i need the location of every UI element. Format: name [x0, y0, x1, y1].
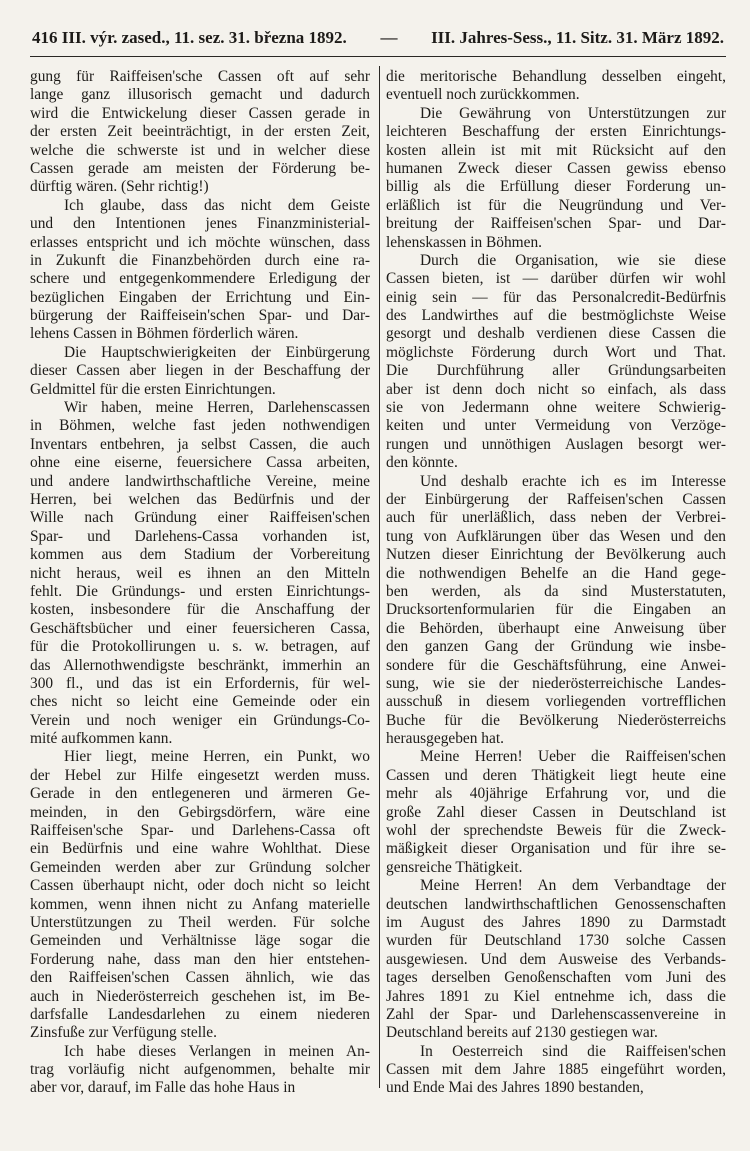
text-line: der Einbürgerung der Raffeisen'schen Cassen — [386, 490, 726, 508]
text-line: und Ende Mai des Jahres 1890 bestanden, — [386, 1079, 644, 1097]
text-line: mäßigkeit dieser Organisation und für ihre se- — [386, 840, 726, 858]
text-line: ben werden, als da sind Musterstatuten, — [386, 582, 726, 600]
text-line: wird die Entwickelung dieser Cassen gerade in — [30, 104, 370, 122]
text-line: schere und entgegenkommendere Erledigung der — [30, 270, 370, 288]
text-line: fehlt. Die Gründungs- und ersten Einrichtungs- — [30, 582, 370, 600]
text-line: Cassen überhaupt nicht, oder doch nicht so leicht — [30, 877, 370, 895]
text-line: Durch die Organisation, wie sie diese — [420, 251, 726, 269]
text-line: Cassen mit dem Jahre 1885 eingeführt worden, — [386, 1061, 726, 1079]
text-line: kosten allein ist mit mit Rücksicht auf den — [386, 141, 726, 159]
text-line: ein Bedürfnis und eine wahre Wohlthat. Diese — [30, 840, 370, 858]
text-line: Die Durchführung aller Gründungsarbeiten — [386, 362, 726, 380]
text-line: Wille nach Gründung einer Raiffeisen'schen — [30, 509, 370, 527]
text-line: nicht heraus, weil es ihnen an den Mitteln — [30, 564, 370, 582]
text-line: 300 fl., und das ist ein Erfordernis, für wel- — [30, 674, 370, 692]
paragraph — [30, 344, 370, 399]
text-line: Cassen und deren Thätigkeit liegt heute eine — [386, 766, 726, 784]
paragraph — [386, 105, 726, 252]
text-line: dürftig wären. (Sehr richtig!) — [30, 178, 209, 196]
text-line: dieser Cassen aber liegen in der Beschaffung der — [30, 362, 370, 380]
text-line: Wir haben, meine Herren, Darlehenscassen — [64, 399, 370, 417]
text-line: die nothwendigen Behelfe an die Hand gege- — [386, 564, 726, 582]
text-line: kommen aus dem Stadium der Vorbereitung — [30, 546, 370, 564]
text-line: große Zahl dieser Cassen in Deutschland ist — [386, 803, 726, 821]
paragraph — [386, 748, 726, 877]
text-line: kosten, insbesondere für die Anschaffung der — [30, 601, 370, 619]
text-line: kommen, wenn ihnen nicht zu Anfang materielle — [30, 895, 370, 913]
text-line: gung für Raiffeisen'sche Cassen oft auf sehr — [30, 68, 370, 85]
text-line: gensreiche Thätigkeit. — [386, 858, 523, 876]
text-line: Die Hauptschwierigkeiten der Einbürgerung — [64, 343, 370, 361]
text-line: ches nicht so leicht eine Gemeinde oder ein — [30, 693, 370, 711]
text-line: des Landwirthes auf die bestmöglichste Weise — [386, 307, 726, 325]
column-divider — [379, 66, 380, 1088]
text-line: eventuell noch zurückkommen. — [386, 86, 580, 104]
text-line: Ich habe dieses Verlangen in meinen An- — [64, 1042, 370, 1060]
text-line: Gemeinden werden aber zur Gründung solcher — [30, 858, 370, 876]
text-line: Gerade in den entlegeneren und ärmeren Ge- — [30, 785, 370, 803]
text-line: lange ganz illusorisch gemacht und dadurch — [30, 86, 370, 104]
text-line: Spar- und Darlehens-Cassa vorhanden ist, — [30, 527, 370, 545]
text-line: Inventars entbehren, ja selbst Cassen, die auch — [30, 435, 370, 453]
text-line: wohl der sprechendste Beweis für die Zweck- — [386, 822, 726, 840]
text-line: aber ist denn doch nicht so einfach, als dass — [386, 380, 726, 398]
text-line: der Hebel zur Hilfe eingesetzt werden muss. — [30, 766, 370, 784]
text-line: ausschuß in diesem vorliegenden vortrefflichen — [386, 693, 726, 711]
text-line: bezüglichen Eingaben der Errichtung und Ein- — [30, 288, 370, 306]
text-line: ausgewiesen. Und dem Ausweise des Verbands- — [386, 950, 726, 968]
text-line: Die Gewährung von Unterstützungen zur — [420, 104, 726, 122]
text-line: Cassen bieten, ist — darüber dürfen wir wohl — [386, 270, 726, 288]
text-line: Buche für die Bevölkerung Niederösterreichs — [386, 711, 726, 729]
text-line: aber vor, darauf, im Falle das hohe Haus in — [30, 1079, 296, 1097]
text-line: gesorgt und deshalb verdienen diese Cassen die — [386, 325, 726, 343]
text-line: rungen und unnöthigen Auslagen besorgt wer- — [386, 435, 726, 453]
paragraph — [386, 473, 726, 749]
text-line: Zinsfuße zur Verfügung stelle. — [30, 1024, 217, 1042]
text-line: humanen Zweck dieser Cassen gewiss ebenso — [386, 159, 726, 177]
text-line: tung von Aufklärungen über das Wesen und den — [386, 527, 726, 545]
page-header — [32, 28, 724, 52]
text-line: lehens Cassen in Böhmen förderlich wären. — [30, 325, 299, 343]
paragraph — [30, 399, 370, 748]
text-line: auch für unerläßlich, dass neben der Verbrei- — [386, 509, 726, 527]
text-line: den könnte. — [386, 454, 458, 472]
text-line: Meine Herren! Ueber die Raiffeisen'schen — [420, 748, 726, 766]
text-line: das Allernothwendigste beschränkt, immerhin an — [30, 656, 370, 674]
text-line: Cassen gerade am meisten der Förderung be- — [30, 159, 370, 177]
text-line: Verein und noch weniger ein Gründungs-Co- — [30, 711, 370, 729]
paragraph — [30, 748, 370, 1042]
text-line: Raiffeisen'sche Spar- und Darlehens-Cassa oft — [30, 822, 370, 840]
text-line: lehenskassen in Böhmen. — [386, 233, 543, 251]
text-line: bürgerung der Raiffeisein'schen Spar- und Dar- — [30, 307, 370, 325]
paragraph — [30, 1043, 370, 1098]
header-rule — [30, 56, 726, 57]
text-line: der ersten Zeit beeinträchtigt, in der ersten Zeit, — [30, 123, 370, 141]
text-line: tages derselben Genoßenschaften vom Juni des — [386, 969, 726, 987]
text-line: Forderung nahe, dass man den hier entstehen- — [30, 950, 370, 968]
text-line: möglichste Förderung durch Wort und That. — [386, 343, 726, 361]
text-line: Zahl der Spar- und Darlehenscassenvereine in — [386, 1005, 726, 1023]
text-line: die Behörden, überhaupt eine Anweisung über — [386, 619, 726, 637]
paragraph — [386, 252, 726, 473]
text-line: im August des Jahres 1890 zu Darmstadt — [386, 913, 726, 931]
left-column — [30, 68, 370, 1098]
text-line: und andere landwirthschaftliche Vereine, meine — [30, 472, 370, 490]
text-line: trag vorläufig nicht aufgenommen, behalte mir — [30, 1061, 370, 1079]
text-line: Und deshalb erachte ich es im Interesse — [420, 472, 726, 490]
text-line: erlasses entspricht und ich möchte wünschen, dass — [30, 233, 370, 251]
text-line: in Zukunft die Finanzbehörden durch eine ra- — [30, 251, 370, 269]
text-line: Meine Herren! An dem Verbandtage der — [420, 877, 726, 895]
text-line: den ganzen Gang der Gründung wie insbe- — [386, 638, 726, 656]
text-line: den Raiffeisen'schen Cassen ähnlich, wie das — [30, 969, 370, 987]
text-line: mehr als 40jährige Erfahrung vor, und die — [386, 785, 726, 803]
paragraph — [386, 877, 726, 1043]
header-czech: 416 III. výr. zased., 11. sez. 31. března 1892. — [32, 28, 347, 47]
text-line: keiten und unter Vermeidung von Verzöge- — [386, 417, 726, 435]
text-line: sie von Jedermann ohne weitere Schwierig- — [386, 399, 726, 417]
text-line: einig sein — für das Personalcredit-Bedürfnis — [386, 288, 726, 306]
text-line: Nutzen dieser Einrichtung der Bevölkerung auch — [386, 546, 726, 564]
text-line: billig als die Erfüllung dieser Forderung un- — [386, 178, 726, 196]
text-line: meinden, in den Gebirgsdörfern, wäre eine — [30, 803, 370, 821]
text-line: welche die schwerste ist und in welcher diese — [30, 141, 370, 159]
text-line: leichteren Beschaffung der ersten Einrichtungs- — [386, 123, 726, 141]
text-line: deutschen landwirthschaftlichen Genossenschaften — [386, 895, 726, 913]
text-line: Gemeinden und Verhältnisse läge sogar die — [30, 932, 370, 950]
text-line: Herren, bei welchen das Bedürfnis und der — [30, 490, 370, 508]
text-line: die meritorische Behandlung desselben eingeht, — [386, 68, 726, 85]
text-line: Ich glaube, dass das nicht dem Geiste — [64, 196, 370, 214]
text-line: Geschäftsbücher und einer feuersicheren Cassa, — [30, 619, 370, 637]
text-line: sung, wie sie der niederösterreichische Landes- — [386, 674, 726, 692]
text-line: in Böhmen, welche fast jeden nothwendigen — [30, 417, 370, 435]
text-line: für die Protokollirungen u. s. w. betragen, auf — [30, 638, 370, 656]
paragraph — [30, 68, 370, 197]
text-line: erläßlich ist für die Neugründung und Ver- — [386, 196, 726, 214]
text-line: herausgegeben hat. — [386, 730, 504, 748]
text-line: Unterstützungen zu Theil werden. Für solche — [30, 913, 370, 931]
text-line: breitung der Raiffeisen'schen Spar- und Dar- — [386, 215, 726, 233]
text-line: sondere für die Geschäftsführung, eine Anwei- — [386, 656, 726, 674]
right-column — [386, 68, 726, 1098]
text-line: Geldmittel für die ersten Einrichtungen. — [30, 380, 276, 398]
text-line: wurden für Deutschland 1730 solche Cassen — [386, 932, 726, 950]
text-line: Drucksortenformularien für die Eingaben an — [386, 601, 726, 619]
text-line: Deutschland bereits auf 2130 gestiegen war. — [386, 1024, 658, 1042]
text-line: ohne eine eiserne, feuersichere Cassa arbeiten, — [30, 454, 370, 472]
paragraph — [30, 197, 370, 344]
text-line: auch in Niederösterreich geschehen ist, im Be- — [30, 987, 370, 1005]
text-line: mité aufkommen kann. — [30, 730, 173, 748]
text-line: Hier liegt, meine Herren, ein Punkt, wo — [64, 748, 370, 766]
header-dash: — — [380, 28, 398, 47]
paragraph — [386, 68, 726, 105]
paragraph — [386, 1043, 726, 1098]
header-german: III. Jahres-Sess., 11. Sitz. 31. März 1892. — [431, 28, 724, 47]
text-line: und den Intentionen jenes Finanzministerial- — [30, 215, 370, 233]
text-line: In Oesterreich sind die Raiffeisen'schen — [420, 1042, 726, 1060]
text-line: darfsfalle Landesdarlehen zu einem niederen — [30, 1005, 370, 1023]
text-line: Jahres 1891 zu Kiel entnehme ich, dass die — [386, 987, 726, 1005]
